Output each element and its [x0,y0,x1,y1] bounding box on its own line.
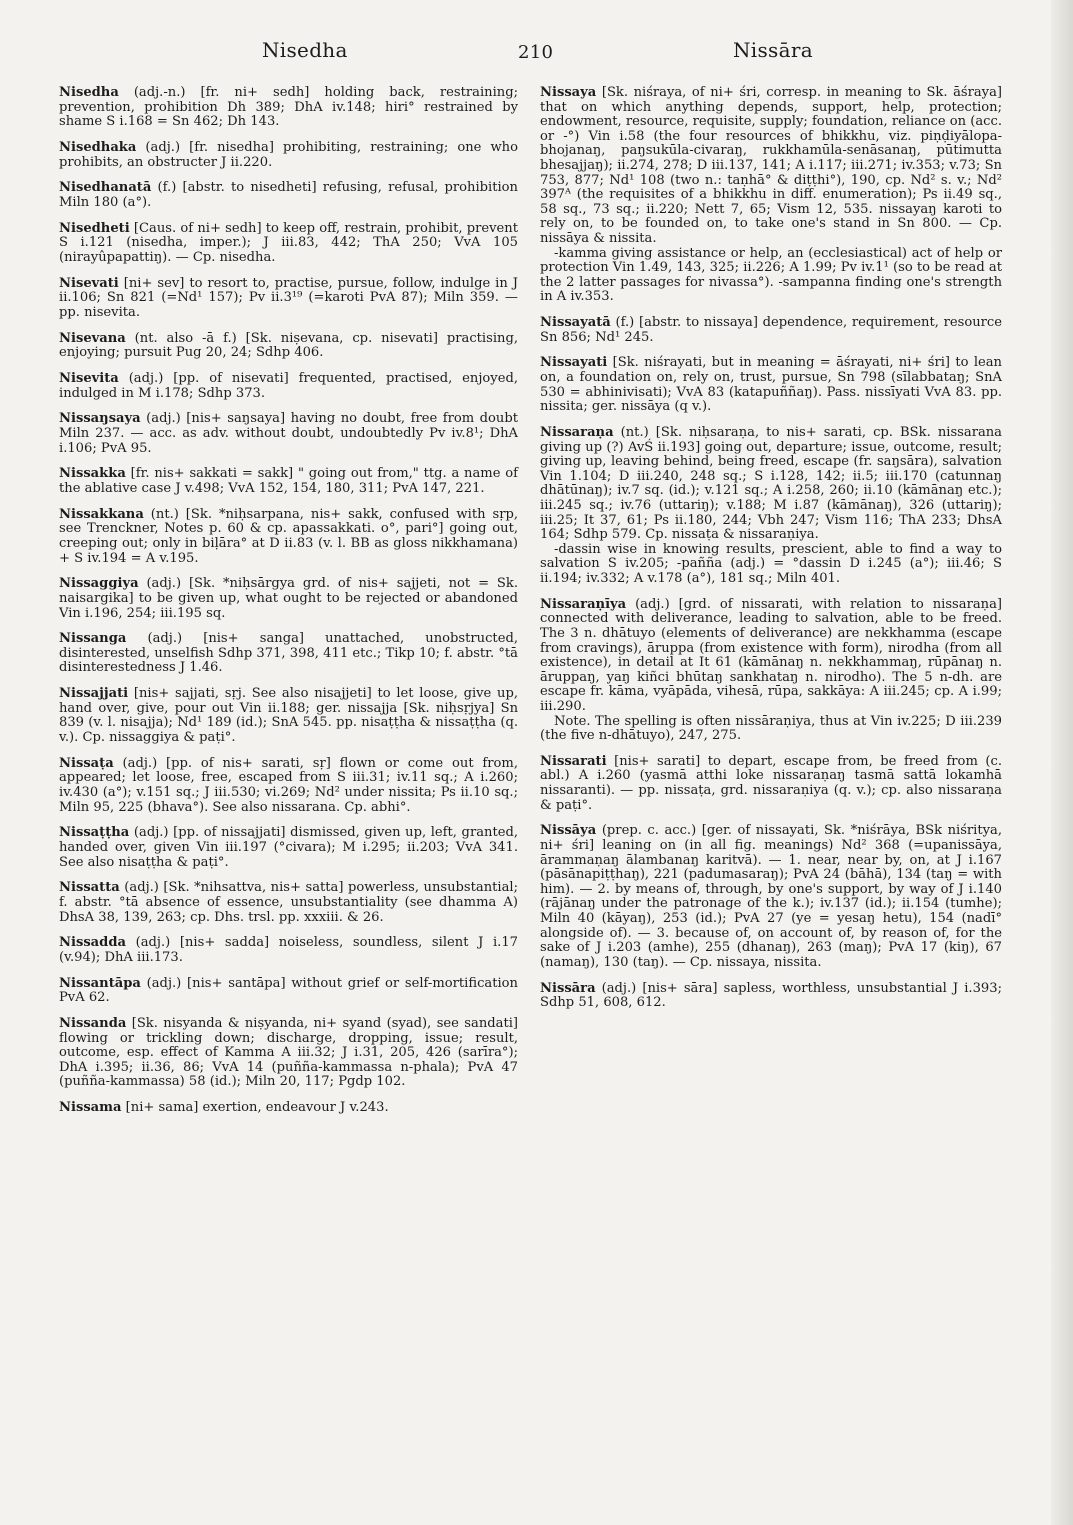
entry-definition: [ni+ sama] exertion, endeavour J v.243. [121,1100,389,1116]
dictionary-entry [59,936,518,965]
dictionary-entry [59,222,518,266]
entry-headword: Nissaya [540,85,597,100]
entry-definition: (nt.) [Sk. niḥsaraṇa, to nis+ sarati, cp. BSk. nissarana giving up (?) AvŚ ii.193] going out, departure; issue, outcome, result; giving up, leaving behind, being freed, escape (fr. saŋsāra), salvation Vin 1.104; D iii.240, 248 sq.; S i.128, 142; ii.5; iii.170 (catunnaŋ dhātūnaŋ); iv.7 sq. (id.); v.121 sq.; A i.258, 260; ii.10 (kāmānaŋ etc.); iii.245 sq.; iv.76 (uttariŋ); v.188; M i.87 (kāmānaŋ), 326 (uttariŋ); iii.25; It 37, 61; Ps ii.180, 244; Vbh 247; Vism 116; ThA 233; DhsA 164; Sdhp 579. Cp. nissaṭa & nissaraṇiya. [540,425,1002,543]
entry-headword: Nissanda [59,1016,127,1032]
entry-definition: (adj.) [pp. of nisevati] frequented, practised, enjoyed, indulged in M i.178; Sdhp 373. [59,371,518,401]
dictionary-entry [59,372,518,401]
entry-definition: (f.) [abstr. to nisedheti] refusing, refusal, prohibition Miln 180 (a°). [59,180,518,210]
entry-headword: Nissajjati [59,686,129,702]
entry-definition: (adj.) [nis+ santāpa] without grief or self-mortification PvA 62. [59,975,518,1006]
entry-headword: Nissaggiya [59,576,139,592]
dictionary-entry [59,467,518,496]
entry-definition: (adj.) [nis+ sanga] unattached, unobstructed, disinterested, unselfish Sdhp 371, 398, 411 etc.; Tikp 10; f. abstr. °tā disinterestedness J 1.46. [59,631,518,676]
entry-definition: [fr. nis+ sakkati = sakk] " going out from," ttg. a name of the ablative case J v.498; VvA 152, 154, 180, 311; PvA 147, 221. [59,466,518,496]
entry-definition: (adj.) [pp. of nissajjati] dismissed, given up, left, granted, handed over, given Vin iii.197 (°civara); M i.295; ii.203; VvA 341. See also nisaṭṭha & paṭi°. [59,825,518,870]
entry-headword: Nissarati [540,753,607,769]
dictionary-entry [540,316,1002,345]
dictionary-entry [59,577,518,621]
entry-subentry: Note. The spelling is often nissāraṇiya, thus at Vin iv.225; D iii.239 (the five n-dhātuyo), 247, 275. [540,713,1002,744]
dictionary-entry [540,824,1002,970]
entry-headword: Nisedha [59,85,119,100]
right-column [540,86,1002,1022]
dictionary-entry [59,181,518,210]
dictionary-entry [540,356,1002,414]
entry-definition: (adj.-n.) [fr. ni+ sedh] holding back, restraining; prevention, prohibition Dh 389; DhA iv.148; hiri° restrained by shame S i.168 = Sn 462; Dh 143. [59,85,518,130]
entry-definition: (prep. c. acc.) [ger. of nissayati, Sk. *niśrāya, BSk niśritya, ni+ śri] leaning on (in all fig. meanings) Nd² 368 (=upanissāya, ārammaṇaŋ ālambanaŋ karitvā). — 1. near, near by, on, at J i.167 (pāsānapiṭṭhaŋ), 221 (padumasaraŋ); PvA 24 (bāhā), 134 (taŋ = with him). — 2. by means of, through, by one's support, by way of J i.140 (rājānaŋ under the patronage of the k.); iv.137 (id.); ii.154 (tumhe); Miln 40 (kāyaŋ), 253 (id.); PvA 27 (ye = yesaŋ hetu), 154 (nadī° alongside of). — 3. because of, on account of, by reason of, for the sake of J i.203 (amhe), 255 (dhanaŋ), 263 (maŋ); PvA 17 (kiŋ), 67 (namaŋ), 130 (taŋ). — Cp. nissaya, nissita. [540,823,1002,970]
entry-headword: Nisevita [59,371,119,387]
entry-definition: (f.) [abstr. to nissaya] dependence, requirement, resource Sn 856; Nd¹ 245. [540,315,1002,345]
entry-headword: Nisevana [59,330,126,346]
entry-headword: Nisedhanatā [59,180,152,196]
dictionary-entry [59,332,518,361]
entry-headword: Nissaraṇa [540,425,614,441]
entry-definition: (adj.) [nis+ sāra] sapless, worthless, unsubstantial J i.393; Sdhp 51, 608, 612. [540,980,1002,1011]
entry-headword: Nissaŋsaya [59,411,141,427]
entry-definition: (adj.) [nis+ saŋsaya] having no doubt, free from doubt Miln 237. — acc. as adv. without doubt, undoubtedly Pv iv.8¹; DhA i.106; PvA 95. [59,411,518,456]
entry-headword: Nissāya [540,823,597,839]
left-column [59,86,518,1127]
dictionary-entry [540,598,1002,744]
entry-definition: (nt. also -ā f.) [Sk. niṣevana, cp. nisevati] practising, enjoying; pursuit Pug 20, 24; Sdhp 406. [59,330,518,361]
dictionary-entry [540,86,1002,305]
dictionary-entry [540,982,1002,1011]
entry-headword: Nissadda [59,935,126,951]
entry-definition: (nt.) [Sk. *niḥsarpana, nis+ sakk, confused with sṛp, see Trenckner, Notes p. 60 & cp. apassakkati. o°, pari°] going out, creeping out; only in biḷāra° at D ii.83 (v. l. BB as gloss nikkhamana) + S iv.194 = A v.195. [59,506,518,566]
dictionary-entry [59,277,518,321]
entry-headword: Nissatta [59,880,120,896]
page-header [0,38,1073,68]
entry-definition: (adj.) [grd. of nissarati, with relation to nissaraṇa] connected with deliverance, leading to salvation, able to be freed. The 3 n. dhātuyo (elements of deliverance) are nekkhamma (escape from cravings), āruppa (from existence with form), nirodha (from all existence), in detail at It 61 (kāmānaŋ n. nekkhammaŋ, rūpānaŋ n. āruppaŋ, yaŋ kiñci bhūtaŋ sankhataŋ n. nirodho). The 5 n-dh. are escape fr. kāma, vyāpāda, vihesā, rūpa, sakkāya: A iii.245; cp. A i.99; iii.290. [540,596,1002,714]
entry-headword: Nisedhaka [59,139,137,155]
entry-headword: Nisevati [59,275,119,291]
entry-definition: [Sk. niśraya, of ni+ śri, corresp. in meaning to Sk. āśraya] that on which anything depends, support, help, protection; endowment, resource, requisite, supply; foundation, reliance on (acc. or -°) Vin i.58 (the four resources of bhikkhu, viz. piṇḍiyālopa-bhojanaŋ, paŋsukūla-civaraŋ, rukkhamūla-senāsanaŋ, pūtimutta bhesajjaŋ); ii.274, 278; D iii.137, 141; A i.117; iii.271; iv.353; v.73; Sn 753, 877; Nd¹ 108 (two n.: taṇhā° & diṭṭhi°), 190, cp. Nd² s. v.; Nd² 397ᴬ (the requisites of a bhikkhu in diff. enumeration); Ps ii.49 sq., 58 sq., 73 sq.; ii.220; Nett 7, 65; Vism 12, 535. nissayaŋ karoti to rely on, to be founded on, to take one's stand in Sn 800. — Cp. nissāya & nissita. [540,85,1002,246]
entry-headword: Nissaṭṭha [59,825,130,841]
entry-definition: [Sk. nisyanda & niṣyanda, ni+ syand (syad), see sandati] flowing or trickling down; discharge, dropping, issue; result, outcome, esp. effect of Kamma A iii.32; J i.31, 205, 426 (sarīra°); DhA i.395; ii.36, 86; VvA 14 (puñña-kammassa n-phala); PvA 47 (puñña-kammassa) 58 (id.); Miln 20, 117; Pgdp 102. [59,1016,518,1090]
running-head-right: Nissāra [733,38,813,62]
entry-headword: Nissāra [540,980,596,996]
dictionary-entry [59,687,518,745]
entry-definition: [nis+ sarati] to depart, escape from, be freed from (c. abl.) A i.260 (yasmā atthi loke nissaraṇaŋ tasmā sattā lokamhā nissaranti). — pp. nissaṭa, grd. nissaraṇiya (q. v.); cp. also nissaraṇa & paṭi°. [540,753,1002,813]
entry-headword: Nissakka [59,466,126,482]
entry-definition: [Caus. of ni+ sedh] to keep off, restrain, prohibit, prevent S i.121 (nisedha, imper.); J iii.83, 442; ThA 250; VvA 105 (nirayûpapattiŋ). — Cp. nisedha. [59,220,518,265]
dictionary-entry [59,1101,518,1116]
entry-headword: Nissama [59,1100,122,1116]
dictionary-entry [59,977,518,1006]
entry-headword: Nisedheti [59,220,130,236]
dictionary-entry [59,757,518,815]
entry-definition: (adj.) [pp. of nis+ sarati, sṛ] flown or come out from, appeared; let loose, free, escaped from S iii.31; iv.11 sq.; A i.260; iv.430 (a°); v.151 sq.; J iii.530; vi.269; Nd² under nissita; Ps ii.10 sq.; Miln 95, 225 (bhava°). See also nissarana. Cp. abhi°. [59,755,518,815]
entry-definition: [Sk. niśrayati, but in meaning = āśrayati, ni+ śri] to lean on, a foundation on, rely on, trust, pursue, Sn 798 (sīlabbataŋ; SnA 530 = abhinivisati); VvA 83 (katapuññaŋ). Pass. nissīyati VvA 83. pp. nissita; ger. nissāya (q v.). [540,355,1002,415]
entry-headword: Nissantāpa [59,975,141,991]
dictionary-entry [540,426,1002,587]
entry-definition: [nis+ sajjati, sṛj. See also nisajjeti] to let loose, give up, hand over, give, pour out Vin ii.188; ger. nissajja [Sk. niḥsṛjya] Sn 839 (v. l. nisajja); Nd¹ 189 (id.); SnA 545. pp. nisaṭṭha & nissaṭṭha (q. v.). Cp. nissaggiya & paṭi°. [59,686,518,746]
entry-definition: (adj.) [fr. nisedha] prohibiting, restraining; one who prohibits, an obstructer J ii.220. [59,139,518,170]
running-head-left: Nisedha [262,38,348,62]
dictionary-entry [59,826,518,870]
dictionary-entry [540,755,1002,813]
entry-subentry: -kamma giving assistance or help, an (ecclesiastical) act of help or protection Vin 1.49, 143, 325; ii.226; A 1.99; Pv iv.1¹ (so to be read at the 2 latter passages for nivassa°). -sampanna finding one's strength in A iv.353. [540,245,1002,305]
entry-headword: Nissayatā [540,315,611,331]
entry-headword: Nissaṭa [59,755,114,771]
entry-definition: (adj.) [Sk. *nihsattva, nis+ satta] powerless, unsubstantial; f. abstr. °tā absence of essence, unsubstantiality (see dhamma A) DhsA 38, 139, 263; cp. Dhs. trsl. pp. xxxiii. & 26. [59,880,518,925]
entry-definition: (adj.) [Sk. *niḥsārgya grd. of nis+ sajjeti, not = Sk. naisargika] to be given up, what ought to be rejected or abandoned Vin i.196, 254; iii.195 sq. [59,576,518,621]
dictionary-entry [59,508,518,566]
entry-definition: (adj.) [nis+ sadda] noiseless, soundless, silent J i.17 (v.94); DhA iii.173. [59,935,518,965]
dictionary-entry [59,412,518,456]
page-gutter-shadow [1051,0,1073,1525]
entry-subentry: -dassin wise in knowing results, prescient, able to find a way to salvation S iv.205; -pañña (adj.) = °dassin D i.245 (a°); iii.46; S ii.194; iv.332; A v.178 (a°), 181 sq.; Miln 401. [540,541,1002,586]
page-number: 210 [518,42,554,63]
entry-definition: [ni+ sev] to resort to, practise, pursue, follow, indulge in J ii.106; Sn 821 (=Nd¹ 157); Pv ii.3¹⁹ (=karoti PvA 87); Miln 359. — pp. nisevita. [59,275,518,320]
dictionary-entry [59,86,518,130]
dictionary-entry [59,141,518,170]
dictionary-entry [59,881,518,925]
entry-headword: Nissaraṇīya [540,596,627,612]
entry-headword: Nissayati [540,355,608,371]
entry-headword: Nissanga [59,631,127,647]
dictionary-entry [59,632,518,676]
dictionary-entry [59,1017,518,1090]
entry-headword: Nissakkana [59,506,144,522]
